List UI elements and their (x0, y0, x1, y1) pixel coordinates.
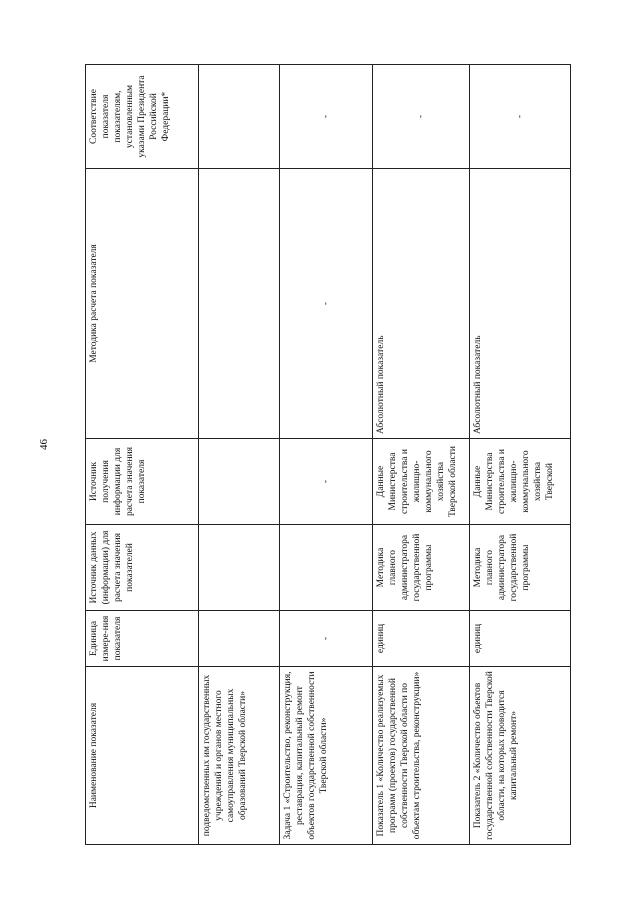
row-name: подведомственных им государственных учреждений и органов местного самоуправления муниципальных образований Тверской области» (199, 667, 280, 845)
header-compliance: Соответствие показателя показателям, установленным указами Президента Российской Федерации* (86, 65, 199, 169)
row-method (199, 169, 280, 439)
table-row (199, 65, 280, 845)
row-source-data: Методика главного администратора государственной программы (373, 525, 470, 611)
table-header-row (86, 65, 199, 845)
header-source-data: Источник данных (информации) для расчета значения показателей (86, 525, 199, 611)
row-source-info (199, 439, 280, 525)
row-source-info: Данные Министерства строительства и жилищно-коммунального хозяйства Тверской области (373, 439, 470, 525)
row-unit: - (280, 611, 373, 667)
header-unit: Единица измере-ния показателя (86, 611, 199, 667)
indicator-table (85, 64, 571, 845)
row-source-data (199, 525, 280, 611)
row-compliance (199, 65, 280, 169)
page-number: 46 (38, 439, 50, 450)
row-name: Показатель 2 «Количество объектов государственной собственности Тверской области, на которых проводится капитальный ремонт» (470, 667, 571, 845)
row-compliance: - (280, 65, 373, 169)
row-method: Абсолютный показатель (470, 169, 571, 439)
row-unit (199, 611, 280, 667)
table-row (280, 65, 373, 845)
table-row (470, 65, 571, 845)
row-unit: единиц (470, 611, 571, 667)
table-row (373, 65, 470, 845)
indicator-table-wrapper (85, 65, 555, 845)
row-unit: единиц (373, 611, 470, 667)
row-name: Показатель 1 «Количество реализуемых программ (проектов) государственной собственности Тверской области по объектам строительства, реконструкции» (373, 667, 470, 845)
row-source-data (280, 525, 373, 611)
row-name: Задача 1 «Строительство, реконструкция, реставрация, капитальный ремонт объектов государственной собственности Тверской области» (280, 667, 373, 845)
row-compliance: - (470, 65, 571, 169)
row-source-info: - (280, 439, 373, 525)
row-method: Абсолютный показатель (373, 169, 470, 439)
row-method: - (280, 169, 373, 439)
header-name: Наименование показателя (86, 667, 199, 845)
header-method: Методика расчета показателя (86, 169, 199, 439)
row-source-data: Методика главного администратора государственной программы (470, 525, 571, 611)
header-source-info: Источник получения информации для расчета значения показателя (86, 439, 199, 525)
row-source-info: Данные Министерства строительства и жилищно-коммунального хозяйства Тверской (470, 439, 571, 525)
row-compliance: - (373, 65, 470, 169)
